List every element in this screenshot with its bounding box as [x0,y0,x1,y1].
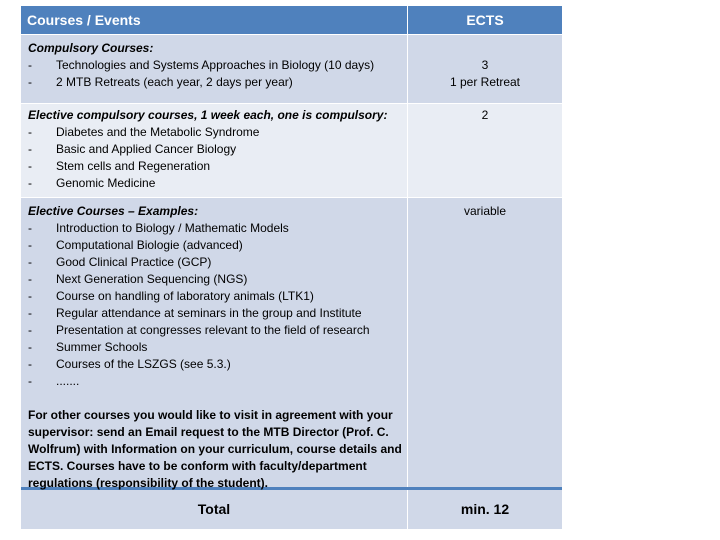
list-item: - Summer Schools [28,340,148,354]
courses-table [21,6,562,529]
elective-title: Elective Courses – Examples: [28,204,199,218]
list-item: - Computational Biologie (advanced) [28,238,243,252]
total-row [21,490,562,529]
compulsory-ects: 3 [481,58,489,72]
total-value: min. 12 [460,501,510,517]
list-item: - Courses of the LSZGS (see 5.3.) [28,357,231,371]
list-item: - ....... [28,374,80,388]
header-ects: ECTS [466,12,504,28]
list-item: - Course on handling of laboratory animals (LTK1) [28,289,314,303]
list-item: - Stem cells and Regeneration [28,159,211,173]
list-item: - Technologies and Systems Approaches in Biology (10 days) [28,58,375,72]
compulsory-row [21,35,562,104]
compulsory-title: Compulsory Courses: [28,41,154,55]
total-label: Total [21,490,408,529]
elective-compulsory-row [21,104,562,198]
list-item: - Presentation at congresses relevant to the field of research [28,323,370,337]
list-item: - 2 MTB Retreats (each year, 2 days per year) [28,75,293,89]
list-item: - Regular attendance at seminars in the group and Institute [28,306,362,320]
elective-row [21,198,562,490]
table-header-row [21,6,562,35]
header-courses: Courses / Events [21,6,408,34]
list-item: - Good Clinical Practice (GCP) [28,255,212,269]
list-item: - Introduction to Biology / Mathematic Models [28,221,289,235]
elective-compulsory-title: Elective compulsory courses, 1 week each, one is compulsory: [28,108,388,122]
list-item: - Diabetes and the Metabolic Syndrome [28,125,260,139]
retreat-ects: 1 per Retreat [449,75,521,89]
elective-compulsory-ects: 2 [481,108,489,122]
list-item: - Next Generation Sequencing (NGS) [28,272,248,286]
elective-ects: variable [463,204,507,218]
list-item: - Genomic Medicine [28,176,156,190]
other-courses-note: For other courses you would like to visit in agreement with your supervisor: send an Email request to the MTB Director (Prof. C. Wolfrum) with Information on your curriculum, course details and ECTS. Courses have to be conform with faculty/department regulations (responsibility of the student). [28,408,402,490]
list-item: - Basic and Applied Cancer Biology [28,142,237,156]
